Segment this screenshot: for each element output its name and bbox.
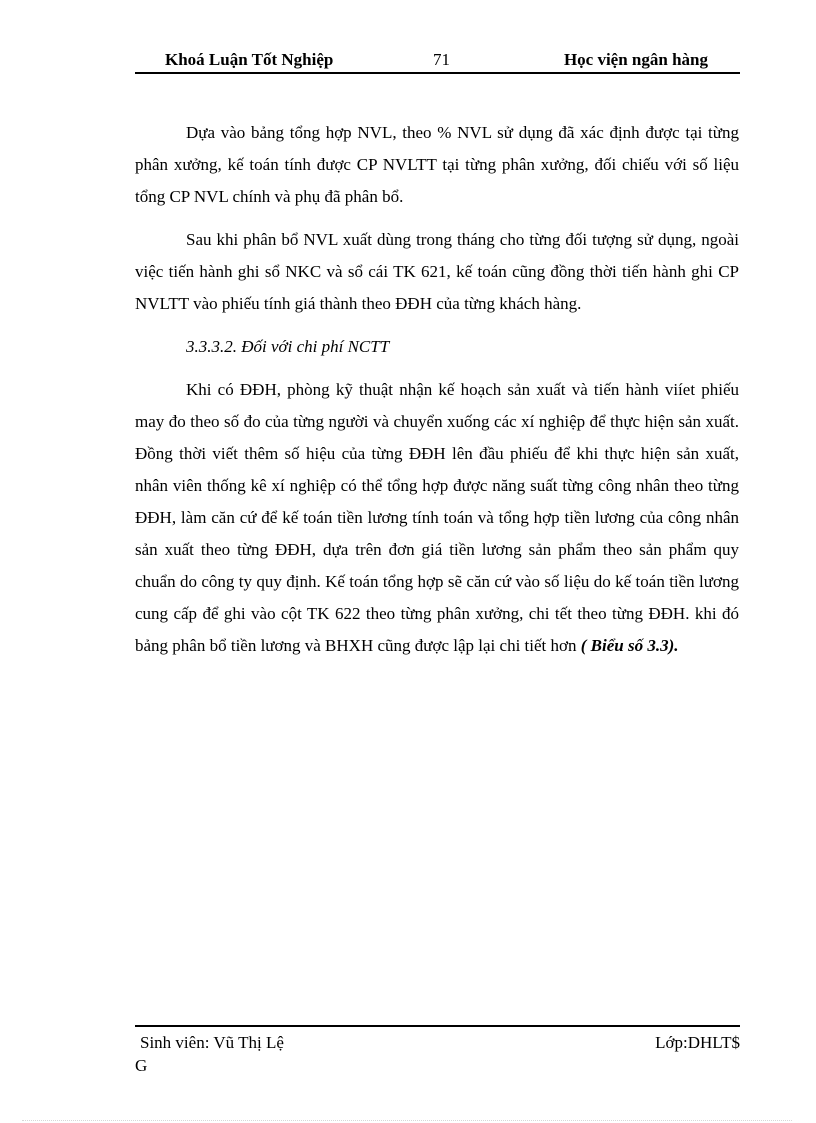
paragraph-1: Dựa vào bảng tổng hợp NVL, theo % NVL sử dụng đã xác định được tại từng phân xưởng, kế toán tính được CP NVLTT tại từng phân xưởng, đối chiếu với số liệu tổng CP NVL chính và phụ đã phân bổ.	[135, 123, 739, 206]
page-footer	[135, 1030, 740, 1080]
page-number: 71	[433, 50, 450, 69]
paragraph-3-text: Khi có ĐĐH, phòng kỹ thuật nhận kế hoạch sản xuất và tiến hành viíet phiếu may đo theo số đo của từng người và chuyển xuống các xí nghiệp để thực hiện sản xuất. Đồng thời viết thêm số hiệu của từng ĐĐH lên đầu phiếu để khi thực hiện sản xuất, nhân viên thống kê xí nghiệp có thể tổng hợp được năng suất từng công nhân theo từng ĐĐH, làm căn cứ để kế toán tiền lương tính toán và tổng hợp tiền lương của công nhân sản xuất theo từng ĐĐH, dựa trên đơn giá tiền lương sản phẩm theo sản phẩm quy chuẩn do công ty quy định. Kế toán tổng hợp sẽ căn cứ vào số liệu do kế toán tiền lương cung cấp để ghi vào cột TK 622 theo từng phân xưởng, chi tết theo từng ĐĐH. khi đó bảng phân bổ tiền lương và BHXH cũng được lập lại chi tiết hơn	[135, 380, 739, 655]
page-edge	[22, 1120, 792, 1121]
institution-name: Học viện ngân hàng	[563, 50, 708, 69]
main-content	[135, 117, 739, 673]
student-name: Sinh viên: Vũ Thị Lệ	[140, 1033, 284, 1052]
page-header	[135, 48, 740, 72]
section-heading: 3.3.3.2. Đối với chi phí NCTT	[186, 337, 390, 356]
class-code: Lớp:DHLT$	[655, 1033, 740, 1052]
thesis-title: Khoá Luận Tốt Nghiệp	[165, 50, 334, 69]
paragraph-2: Sau khi phân bổ NVL xuất dùng trong tháng cho từng đối tượng sử dụng, ngoài việc tiến hành ghi sổ NKC và sổ cái TK 621, kế toán cũng đồng thời tiến hành ghi CP NVLTT vào phiếu tính giá thành theo ĐĐH của từng khách hàng.	[135, 230, 739, 313]
figure-reference: ( Biểu số 3.3).	[580, 636, 679, 655]
student-name-wrap: G	[135, 1056, 148, 1075]
footer-divider	[135, 1025, 740, 1027]
header-divider	[135, 72, 740, 74]
paragraph-3	[135, 374, 739, 662]
